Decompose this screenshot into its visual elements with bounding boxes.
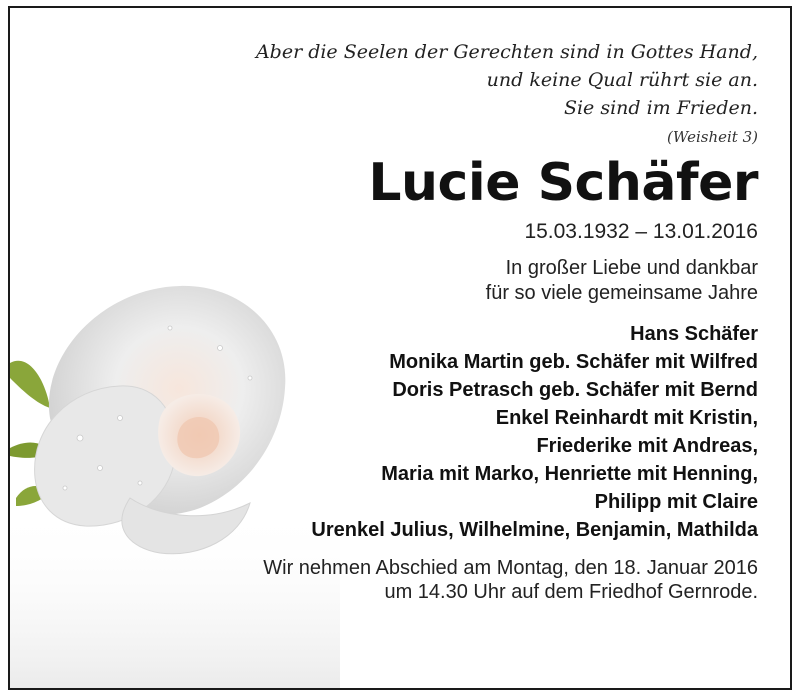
obituary-frame (8, 6, 792, 690)
verse-line: Sie sind im Frieden. (563, 97, 758, 119)
verse-line: und keine Qual rührt sie an. (486, 69, 758, 91)
mourner-line: Doris Petrasch geb. Schäfer mit Bernd (392, 379, 758, 401)
dedication-line: In großer Liebe und dankbar (505, 257, 758, 279)
obituary-content (118, 38, 758, 604)
verse-line: Aber die Seelen der Gerechten sind in Gottes Hand, (255, 41, 758, 63)
dedication-text (118, 256, 758, 306)
mourner-line: Monika Martin geb. Schäfer mit Wilfred (389, 351, 758, 373)
life-dates: 15.03.1932 – 13.01.2016 (524, 220, 758, 243)
mourner-line: Enkel Reinhardt mit Kristin, (495, 407, 758, 429)
mourner-line: Hans Schäfer (630, 323, 758, 345)
mourner-line: Philipp mit Claire (594, 491, 758, 513)
bible-verse (118, 38, 758, 122)
mourner-line: Maria mit Marko, Henriette mit Henning, (381, 463, 758, 485)
mourner-line: Urenkel Julius, Wilhelmine, Benjamin, Mathilda (311, 519, 758, 541)
farewell-line: Wir nehmen Abschied am Montag, den 18. Januar 2016 (263, 557, 758, 579)
farewell-line: um 14.30 Uhr auf dem Friedhof Gernrode. (384, 581, 758, 603)
farewell-notice (118, 556, 758, 604)
verse-source: (Weisheit 3) (667, 128, 758, 146)
dedication-line: für so viele gemeinsame Jahre (485, 282, 758, 304)
mourners-list (118, 320, 758, 544)
mourner-line: Friederike mit Andreas, (536, 435, 758, 457)
deceased-name: Lucie Schäfer (368, 153, 758, 213)
